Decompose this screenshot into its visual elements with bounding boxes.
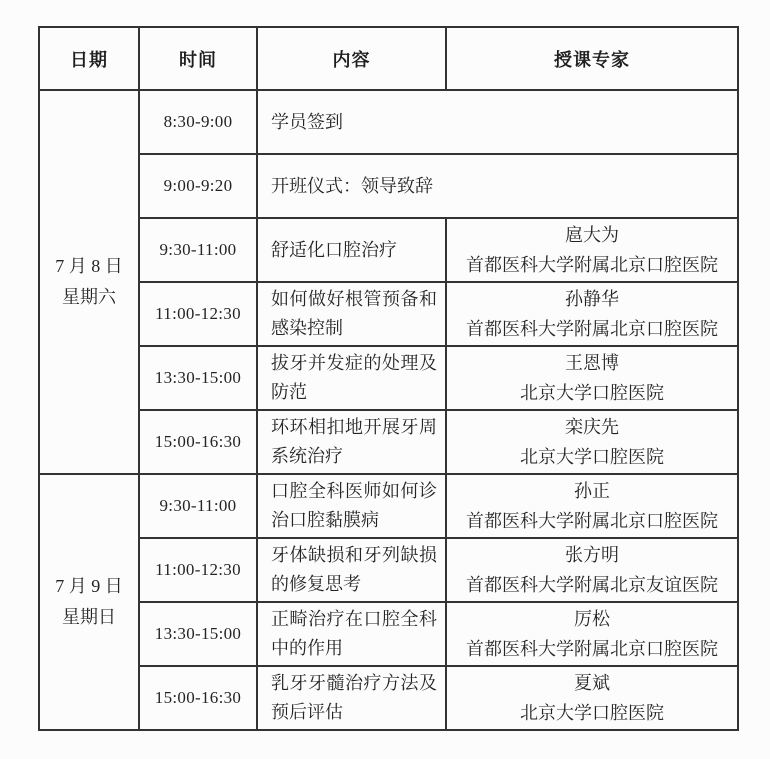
- date-line1: 7 月 9 日: [55, 576, 123, 596]
- expert-name: 栾庆先: [565, 417, 619, 437]
- expert-name: 厉松: [574, 609, 610, 629]
- expert-org: 首都医科大学附属北京口腔医院: [466, 639, 718, 659]
- table-row: [39, 474, 738, 538]
- table-row: [39, 666, 738, 730]
- expert-name: 王恩博: [565, 353, 619, 373]
- header-content: 内容: [257, 27, 446, 90]
- expert-name: 孙静华: [565, 289, 619, 309]
- header-date: 日期: [39, 27, 139, 90]
- content-cell: 乳牙牙髓治疗方法及预后评估: [257, 666, 446, 730]
- expert-name: 夏斌: [574, 673, 610, 693]
- expert-org: 首都医科大学附属北京口腔医院: [466, 319, 718, 339]
- table-row: [39, 410, 738, 474]
- header-time: 时间: [139, 27, 257, 90]
- expert-cell: [446, 474, 738, 538]
- expert-org: 首都医科大学附属北京口腔医院: [466, 255, 718, 275]
- expert-org: 首都医科大学附属北京友谊医院: [466, 575, 718, 595]
- expert-org: 北京大学口腔医院: [520, 703, 664, 723]
- header-row: [39, 27, 738, 90]
- content-cell: 牙体缺损和牙列缺损的修复思考: [257, 538, 446, 602]
- course-schedule-table: [38, 26, 739, 731]
- table-row: [39, 346, 738, 410]
- content-cell: 如何做好根管预备和感染控制: [257, 282, 446, 346]
- time-cell: 11:00-12:30: [139, 538, 257, 602]
- content-cell: 学员签到: [257, 90, 738, 154]
- time-cell: 9:30-11:00: [139, 218, 257, 282]
- content-cell: 拔牙并发症的处理及防范: [257, 346, 446, 410]
- date-cell-day1: [39, 90, 139, 474]
- content-cell: 正畸治疗在口腔全科中的作用: [257, 602, 446, 666]
- content-cell: 环环相扣地开展牙周系统治疗: [257, 410, 446, 474]
- expert-cell: [446, 410, 738, 474]
- date-line2: 星期六: [62, 287, 116, 307]
- time-cell: 15:00-16:30: [139, 410, 257, 474]
- expert-org: 北京大学口腔医院: [520, 447, 664, 467]
- table-row: [39, 538, 738, 602]
- date-cell-day2: [39, 474, 139, 730]
- time-cell: 9:30-11:00: [139, 474, 257, 538]
- expert-name: 扈大为: [565, 225, 619, 245]
- time-cell: 13:30-15:00: [139, 602, 257, 666]
- content-cell: 口腔全科医师如何诊治口腔黏膜病: [257, 474, 446, 538]
- expert-cell: [446, 666, 738, 730]
- expert-name: 张方明: [565, 545, 619, 565]
- content-cell: 开班仪式：领导致辞: [257, 154, 738, 218]
- table-row: [39, 154, 738, 218]
- table-row: [39, 90, 738, 154]
- date-line1: 7 月 8 日: [55, 256, 123, 276]
- time-cell: 11:00-12:30: [139, 282, 257, 346]
- date-line2: 星期日: [62, 607, 116, 627]
- expert-cell: [446, 218, 738, 282]
- expert-name: 孙正: [574, 481, 610, 501]
- time-cell: 15:00-16:30: [139, 666, 257, 730]
- table-row: [39, 218, 738, 282]
- table-row: [39, 602, 738, 666]
- time-cell: 13:30-15:00: [139, 346, 257, 410]
- expert-org: 首都医科大学附属北京口腔医院: [466, 511, 718, 531]
- expert-cell: [446, 282, 738, 346]
- time-cell: 8:30-9:00: [139, 90, 257, 154]
- expert-cell: [446, 346, 738, 410]
- table-row: [39, 282, 738, 346]
- header-expert: 授课专家: [446, 27, 738, 90]
- time-cell: 9:00-9:20: [139, 154, 257, 218]
- schedule-body: [39, 90, 738, 730]
- expert-org: 北京大学口腔医院: [520, 383, 664, 403]
- expert-cell: [446, 538, 738, 602]
- content-cell: 舒适化口腔治疗: [257, 218, 446, 282]
- table-header: [39, 27, 738, 90]
- expert-cell: [446, 602, 738, 666]
